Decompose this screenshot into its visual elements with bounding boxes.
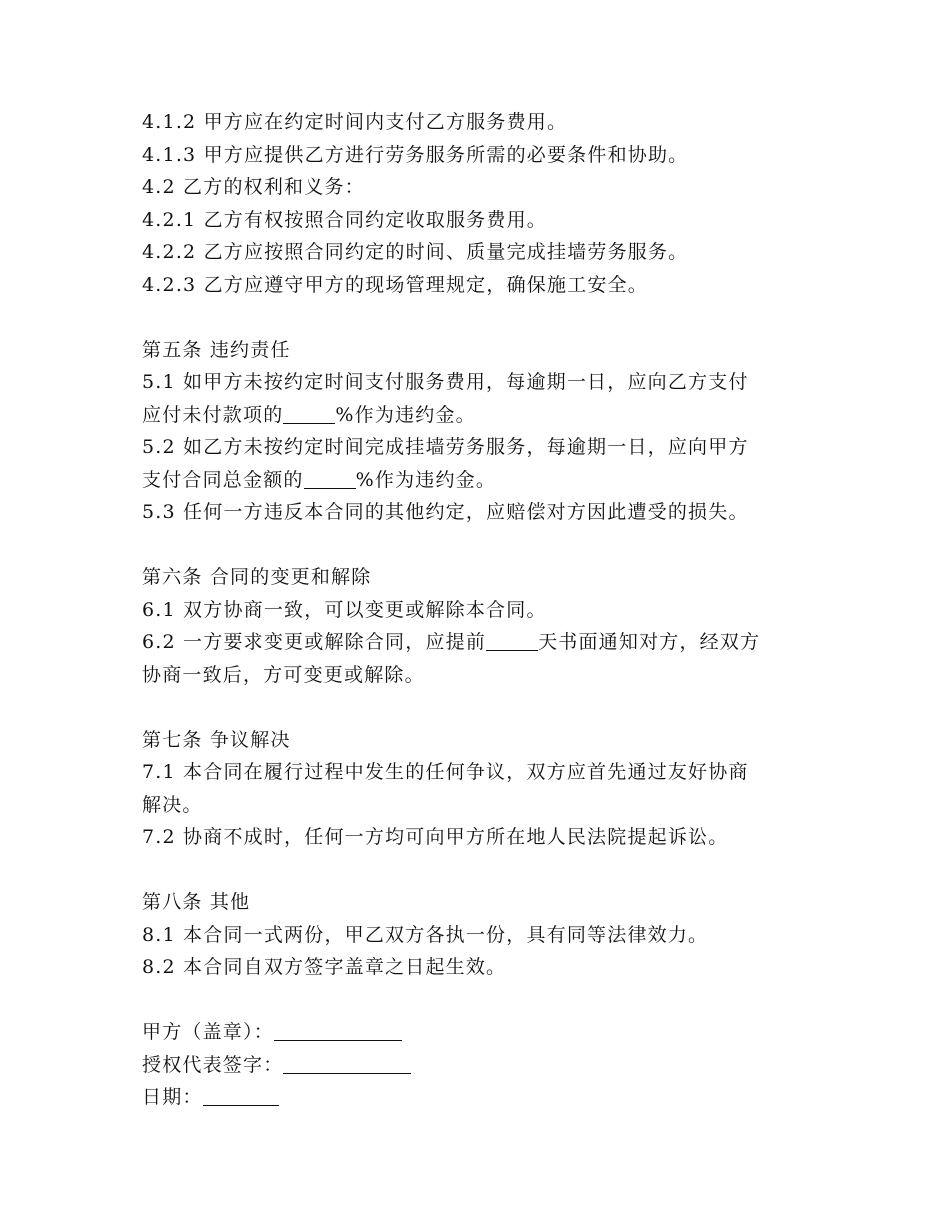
clause-8-2: 8.2 本合同自双方签字盖章之日起生效。	[142, 956, 507, 978]
section-6-title: 第六条 合同的变更和解除	[142, 566, 372, 588]
blank-line	[142, 854, 822, 887]
blank-line	[142, 984, 822, 1017]
clause-7-1-line1: 7.1 本合同在履行过程中发生的任何争议，双方应首先通过友好协商	[142, 761, 749, 783]
party-a-seal-line	[142, 1016, 822, 1049]
clause-5-2-text-a: 支付合同总金额的	[142, 468, 304, 491]
clause-5-1-line2	[142, 399, 822, 432]
party-a-seal-blank	[274, 1020, 402, 1041]
date-line	[142, 1081, 822, 1114]
penalty-rate-blank	[304, 468, 356, 489]
section-8-title: 第八条 其他	[142, 891, 251, 913]
blank-line	[142, 529, 822, 562]
clause-5-2-line1: 5.2 如乙方未按约定时间完成挂墙劳务服务，每逾期一日，应向甲方	[142, 436, 749, 458]
contract-body	[142, 106, 822, 1114]
clause-5-1-text-a: 应付未付款项的	[142, 403, 284, 426]
section-5-title: 第五条 违约责任	[142, 338, 291, 361]
penalty-rate-blank	[283, 403, 335, 424]
clause-4-1-3: 4.1.3 甲方应提供乙方进行劳务服务所需的必要条件和协助。	[142, 143, 689, 166]
clause-5-2-text-b: %作为违约金。	[355, 468, 497, 491]
representative-signature-blank	[283, 1053, 411, 1074]
section-7-title: 第七条 争议解决	[142, 728, 291, 751]
party-a-seal-label: 甲方（盖章）：	[142, 1021, 274, 1043]
clause-4-2-3: 4.2.3 乙方应遵守甲方的现场管理规定，确保施工安全。	[142, 273, 648, 296]
clause-6-2-text-a: 6.2 一方要求变更或解除合同，应提前	[142, 631, 487, 653]
notice-days-blank	[486, 630, 538, 651]
clause-5-1-line1: 5.1 如甲方未按约定时间支付服务费用，每逾期一日，应向乙方支付	[142, 371, 749, 393]
clause-5-2-line2	[142, 464, 822, 497]
clause-4-2-1: 4.2.1 乙方有权按照合同约定收取服务费用。	[142, 208, 547, 231]
date-label: 日期：	[142, 1086, 203, 1108]
clause-5-1-text-b: %作为违约金。	[335, 403, 476, 426]
clause-4-2-2: 4.2.2 乙方应按照合同约定的时间、质量完成挂墙劳务服务。	[142, 241, 689, 263]
clause-6-2-line1	[142, 626, 822, 659]
clause-6-1: 6.1 双方协商一致，可以变更或解除本合同。	[142, 598, 547, 621]
clause-8-1: 8.1 本合同一式两份，甲乙双方各执一份，具有同等法律效力。	[142, 923, 709, 946]
clause-4-2: 4.2 乙方的权利和义务：	[142, 176, 365, 198]
date-blank	[203, 1085, 279, 1106]
clause-6-2-text-b: 天书面通知对方，经双方	[538, 631, 761, 653]
clause-7-1-line2: 解决。	[142, 793, 203, 816]
blank-line	[142, 301, 822, 334]
clause-7-2: 7.2 协商不成时，任何一方均可向甲方所在地人民法院提起诉讼。	[142, 826, 729, 848]
clause-4-1-2: 4.1.2 甲方应在约定时间内支付乙方服务费用。	[142, 111, 568, 133]
blank-line	[142, 691, 822, 724]
clause-5-3: 5.3 任何一方违反本合同的其他约定，应赔偿对方因此遭受的损失。	[142, 501, 749, 523]
clause-6-2-line2: 协商一致后，方可变更或解除。	[142, 663, 425, 686]
representative-signature-label: 授权代表签字：	[142, 1053, 284, 1076]
representative-signature-line	[142, 1049, 822, 1082]
